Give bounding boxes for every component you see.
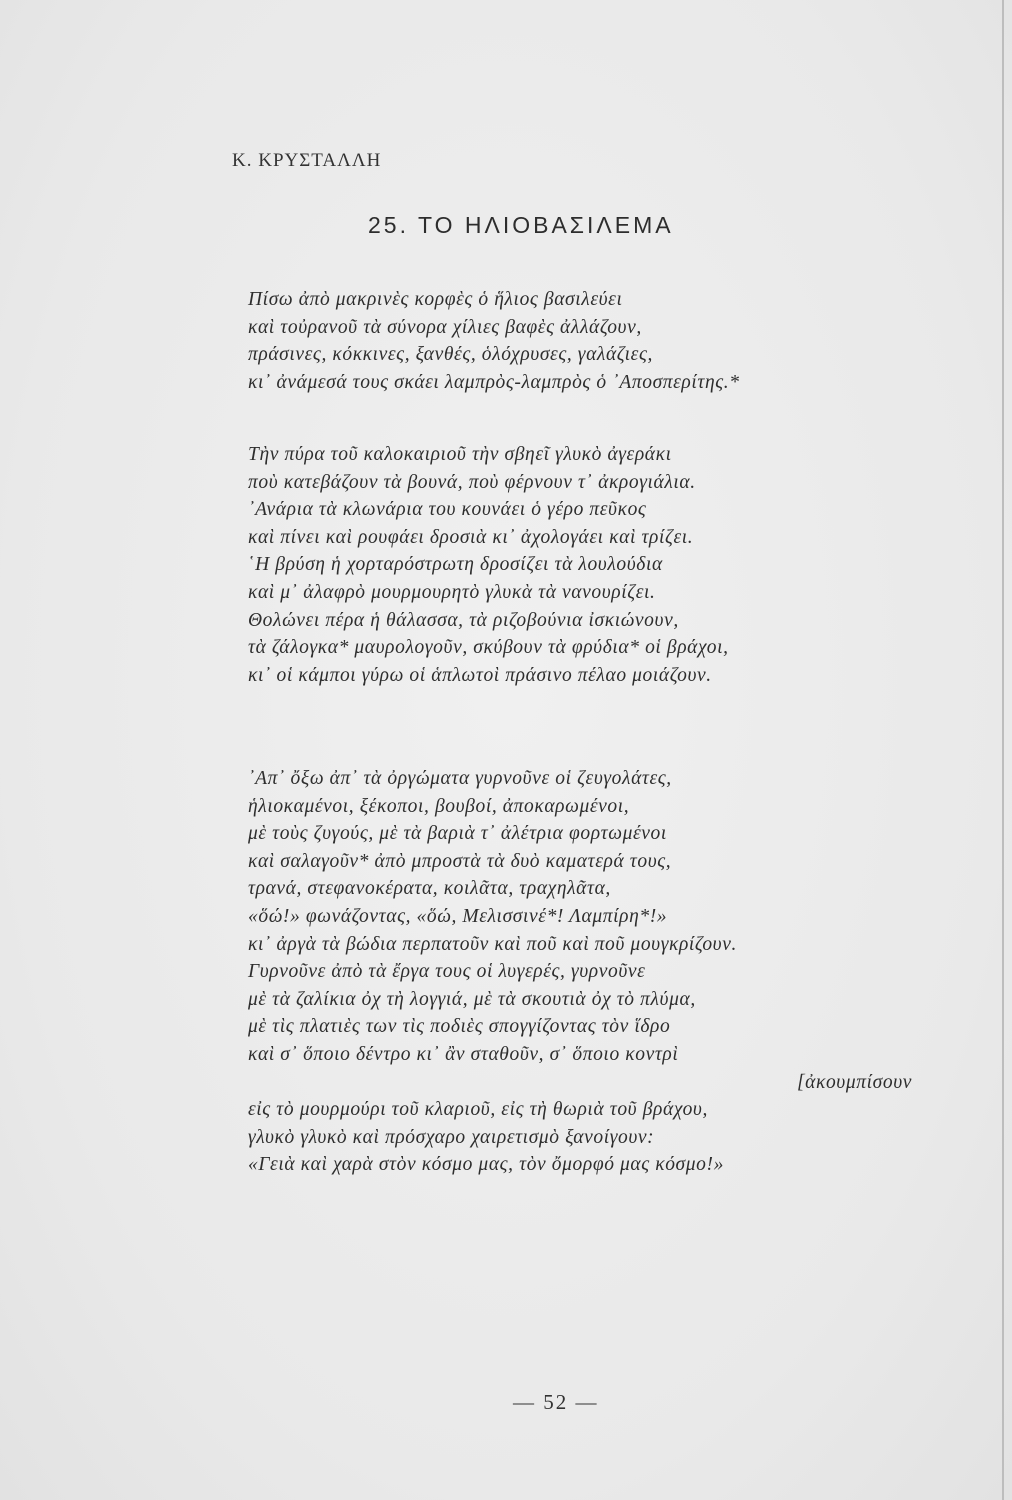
- poem-line: ᾿Απ᾿ ὄξω ἀπ᾿ τὰ ὀργώματα γυρνοῦνε οἱ ζευγολάτες,: [248, 768, 672, 789]
- poem-line: Τὴν πύρα τοῦ καλοκαιριοῦ τὴν σβηεῖ γλυκὸ ἀγεράκι: [248, 444, 672, 465]
- poem-line: Πίσω ἀπὸ μακρινὲς κορφὲς ὁ ἥλιος βασιλεύει: [248, 289, 623, 310]
- poem-line: Γυρνοῦνε ἀπὸ τὰ ἔργα τους οἱ λυγερές, γυρνοῦνε: [248, 961, 646, 983]
- poem-line: μὲ τὰ ζαλίκια ὀχ τὴ λογγιά, μὲ τὰ σκουτιὰ ὀχ τὸ πλύμα,: [248, 988, 696, 1010]
- poem-line: «ὅώ!» φωνάζοντας, «ὅώ, Μελισσινέ*! Λαμπίρη*!»: [248, 905, 668, 927]
- poem-line: μὲ τοὺς ζυγούς, μὲ τὰ βαριὰ τ᾿ ἀλέτρια φορτωμένοι: [248, 823, 667, 845]
- poem-line: ἡλιοκαμένοι, ξέκοποι, βουβοί, ἀποκαρωμένοι,: [248, 795, 630, 817]
- poem-line: μὲ τὶς πλατιὲς των τὶς ποδιὲς σπογγίζοντας τὸν ἵδρο: [248, 1016, 671, 1038]
- poem-line: ποὺ κατεβάζουν τὰ βουνά, ποὺ φέρνουν τ᾿ ἀκρογιάλια.: [248, 471, 696, 493]
- poem-line: καὶ μ᾿ ἀλαφρὸ μουρμουρητὸ γλυκὰ τὰ νανουρίζει.: [248, 581, 656, 603]
- poem-line: πράσινες, κόκκινες, ξανθές, ὁλόχρυσες, γαλάζιες,: [248, 344, 653, 366]
- poem-line: καὶ πίνει καὶ ρουφάει δροσιὰ κι᾿ ἀχολογάει καὶ τρίζει.: [248, 526, 694, 548]
- poem-line: καὶ τοὐρανοῦ τὰ σύνορα χίλιες βαφὲς ἀλλάζουν,: [248, 316, 642, 338]
- stanza-2: [248, 441, 729, 689]
- poem-line: τὰ ζάλογκα* μαυρολογοῦν, σκύβουν τὰ φρύδια* οἱ βράχοι,: [248, 637, 729, 659]
- poem-line: καὶ σαλαγοῦν* ἀπὸ μπροστὰ τὰ δυὸ καματερά τους,: [248, 850, 672, 872]
- poem-line: εἰς τὸ μουρμούρι τοῦ κλαριοῦ, εἰς τὴ θωριὰ τοῦ βράχου,: [248, 1099, 708, 1121]
- author-name: Κ. ΚΡΥΣΤΑΛΛΗ: [232, 150, 382, 171]
- poem-line: ᾿Ανάρια τὰ κλωνάρια του κουνάει ὁ γέρο πεῦκος: [248, 499, 647, 521]
- poem-line: καὶ σ᾿ ὅποιο δέντρο κι᾿ ἂν σταθοῦν, σ᾿ ὅποιο κοντρὶ: [248, 1043, 679, 1065]
- poem-line-continuation: [ἀκουμπίσουν: [796, 1071, 912, 1093]
- poem-line: Θολώνει πέρα ἡ θάλασσα, τὰ ριζοβούνια ἰσκιώνουν,: [248, 609, 679, 631]
- poem-line: κι᾿ ἀργὰ τὰ βώδια περπατοῦν καὶ ποῦ καὶ ποῦ μουγκρίζουν.: [248, 933, 737, 955]
- stanza-3: [248, 765, 912, 1179]
- page-edge: [1002, 0, 1004, 1500]
- poem-line: κι᾿ οἱ κάμποι γύρω οἱ ἁπλωτοὶ πράσινο πέλαο μοιάζουν.: [248, 664, 712, 686]
- stanza-1: [248, 286, 740, 396]
- poem-line: γλυκὸ γλυκὸ καὶ πρόσχαρο χαιρετισμὸ ξανοίγουν:: [248, 1126, 655, 1148]
- page-number: — 52 —: [513, 1390, 599, 1414]
- poem-title: 25. ΤΟ ΗΛΙΟΒΑΣΙΛΕΜΑ: [368, 212, 674, 238]
- poem-line: ῾Η βρύση ἡ χορταρόστρωτη δροσίζει τὰ λουλούδια: [248, 554, 663, 576]
- poem-line: κι᾿ ἀνάμεσά τους σκάει λαμπρὸς-λαμπρὸς ὁ ᾿Αποσπερίτης.*: [248, 371, 740, 393]
- poem-line: «Γειὰ καὶ χαρὰ στὸν κόσμο μας, τὸν ὄμορφό μας κόσμο!»: [248, 1154, 724, 1176]
- poem-line: τρανά, στεφανοκέρατα, κοιλᾶτα, τραχηλᾶτα,: [248, 878, 611, 900]
